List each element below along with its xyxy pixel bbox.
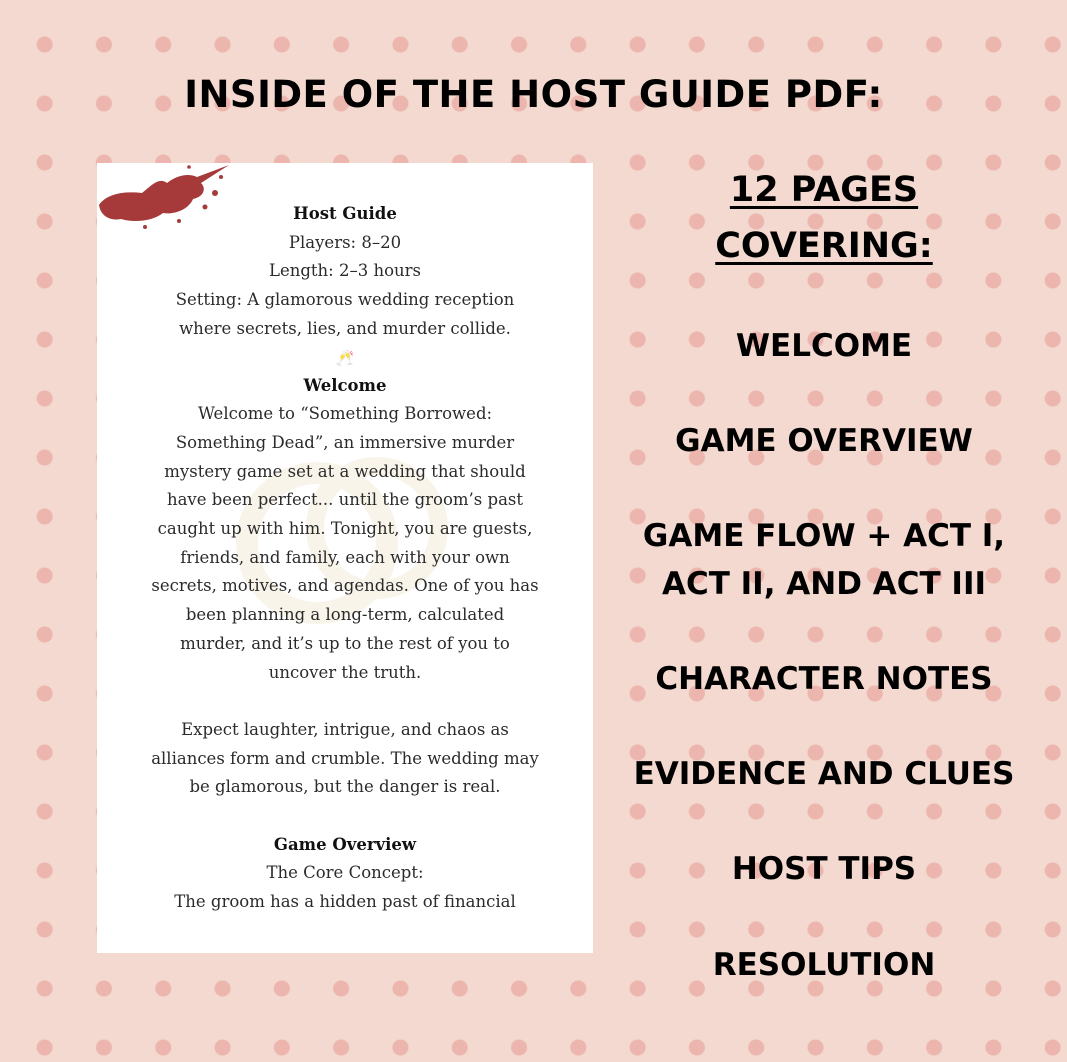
paragraph-gap bbox=[97, 687, 593, 716]
doc-length: Length: 2–3 hours bbox=[268, 261, 421, 281]
doc-overview-heading: Game Overview bbox=[273, 834, 417, 854]
item-resolution: RESOLUTION bbox=[712, 947, 936, 983]
doc-expect-line: alliances form and crumble. The wedding may bbox=[151, 748, 539, 768]
item-game-flow-line2: ACT II, AND ACT III bbox=[661, 566, 987, 602]
doc-setting-line: where secrets, lies, and murder collide. bbox=[179, 318, 511, 338]
doc-welcome-line: Something Dead”, an immersive murder bbox=[175, 432, 515, 452]
item-welcome: WELCOME bbox=[735, 328, 913, 364]
doc-welcome-heading: Welcome bbox=[303, 375, 387, 395]
doc-welcome-line: secrets, motives, and agendas. One of you has bbox=[151, 576, 539, 596]
doc-setting-line: Setting: A glamorous wedding reception bbox=[175, 290, 515, 310]
item-character-notes: CHARACTER NOTES bbox=[655, 661, 993, 697]
doc-expect-line: Expect laughter, intrigue, and chaos as bbox=[181, 719, 509, 739]
item-evidence-clues: EVIDENCE AND CLUES bbox=[633, 756, 1015, 792]
item-host-tips: HOST TIPS bbox=[731, 851, 917, 887]
doc-welcome-line: Welcome to “Something Borrowed: bbox=[197, 404, 493, 424]
doc-expect-line: be glamorous, but the danger is real. bbox=[189, 777, 501, 797]
doc-welcome-line: uncover the truth. bbox=[268, 662, 422, 682]
page-heading: INSIDE OF THE HOST GUIDE PDF: bbox=[184, 73, 883, 116]
summary-title-line1: 12 PAGES bbox=[729, 170, 919, 210]
doc-welcome-line: murder, and it’s up to the rest of you to bbox=[180, 633, 510, 653]
item-game-flow-line1: GAME FLOW + ACT I, bbox=[642, 518, 1006, 554]
doc-title: Host Guide bbox=[293, 204, 397, 223]
doc-welcome-line: been planning a long-term, calculated bbox=[185, 605, 505, 625]
doc-welcome-line: caught up with him. Tonight, you are guests, bbox=[157, 519, 533, 539]
host-guide-text bbox=[97, 200, 593, 917]
doc-welcome-line: have been perfect... until the groom’s past bbox=[166, 490, 524, 510]
item-game-overview: GAME OVERVIEW bbox=[675, 423, 973, 459]
host-guide-page-preview bbox=[97, 163, 593, 953]
doc-welcome-line: friends, and family, each with your own bbox=[180, 547, 510, 567]
doc-players: Players: 8–20 bbox=[288, 232, 402, 252]
summary-title-line2: COVERING: bbox=[715, 226, 933, 266]
doc-core-concept: The Core Concept: bbox=[266, 863, 424, 883]
champagne-icon: 🥂 bbox=[335, 348, 355, 367]
paragraph-gap bbox=[97, 802, 593, 831]
doc-welcome-line: mystery game set at a wedding that should bbox=[164, 461, 526, 481]
doc-core-line: The groom has a hidden past of financial bbox=[174, 892, 516, 912]
